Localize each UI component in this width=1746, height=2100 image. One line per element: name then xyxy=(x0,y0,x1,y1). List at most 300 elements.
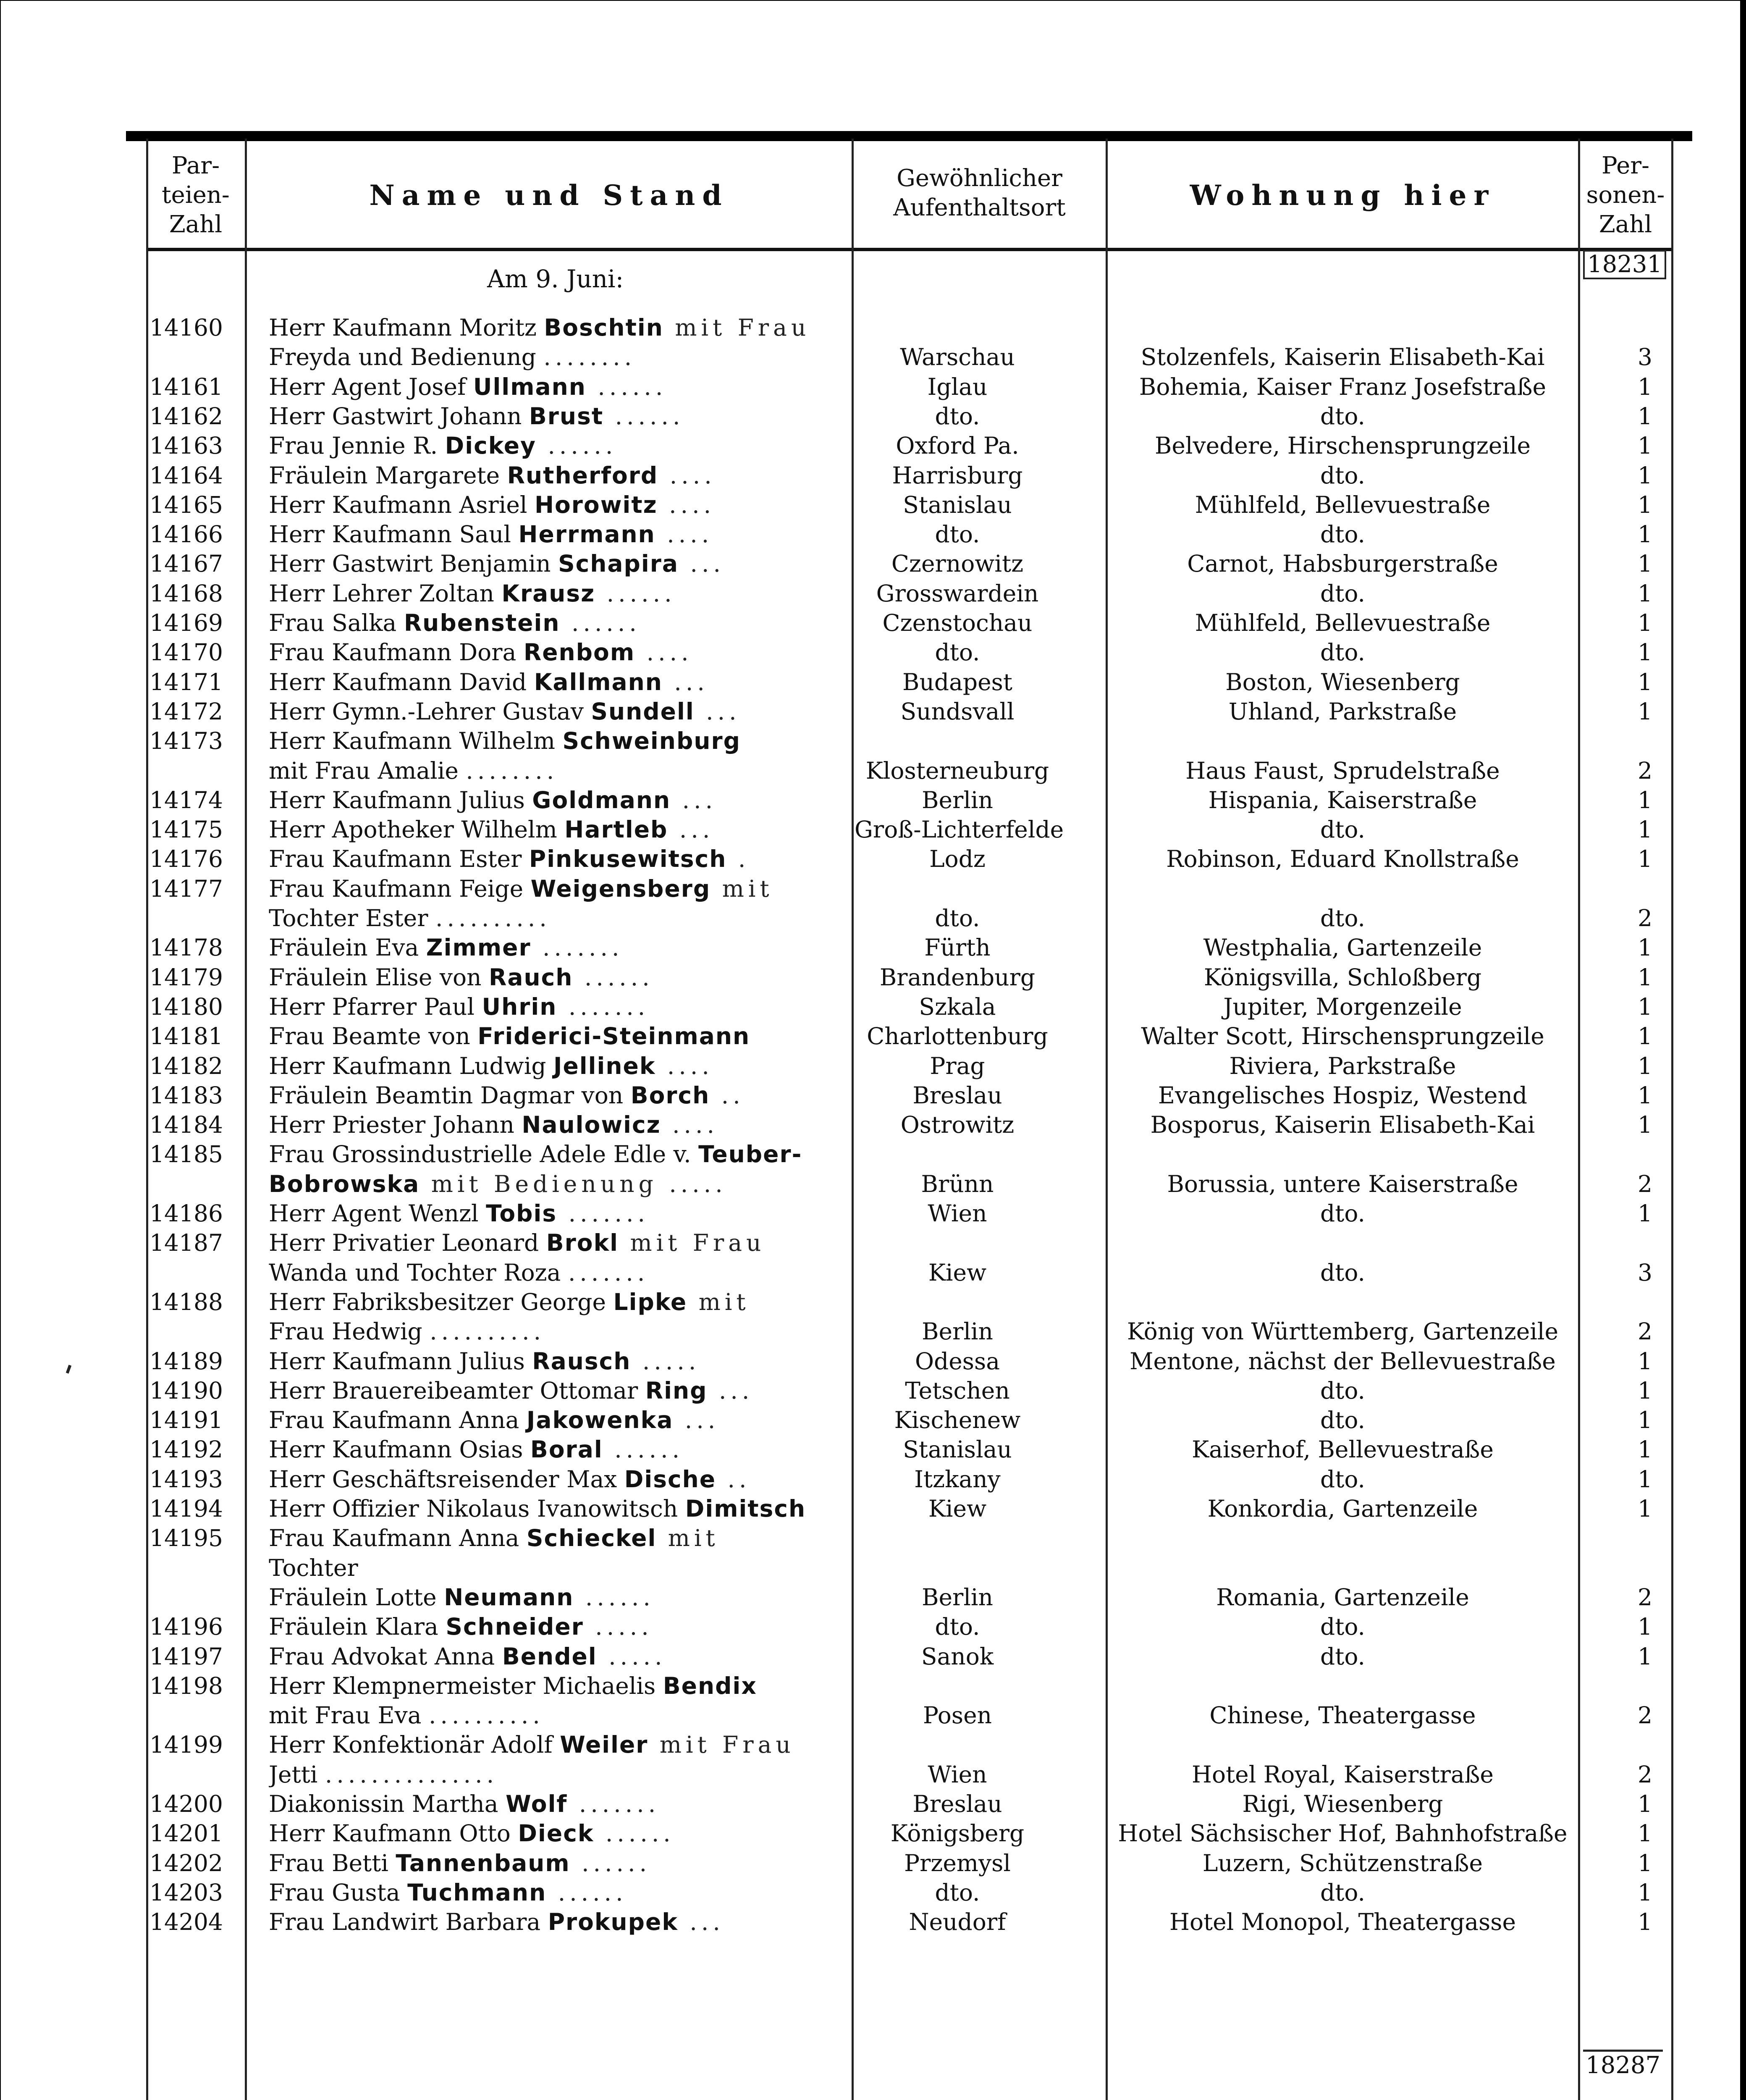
usual-residence: Klosterneuburg xyxy=(865,757,1049,784)
usual-residence: Wien xyxy=(928,1761,987,1788)
name-prefix: Herr Priester Johann xyxy=(269,1111,522,1139)
guest-name-and-status xyxy=(269,726,972,756)
name-prefix: Herr Gastwirt Johann xyxy=(269,402,529,430)
name-suffix: ... xyxy=(662,668,709,696)
person-count: 1 xyxy=(1638,1052,1652,1079)
table-row xyxy=(147,933,1667,962)
party-number: 14170 xyxy=(149,639,223,666)
person-count: 1 xyxy=(1638,963,1652,991)
table-row xyxy=(147,1848,1667,1878)
local-lodging: dto. xyxy=(1320,1259,1365,1286)
local-lodging: dto. xyxy=(1320,816,1365,843)
name-suffix: ...... xyxy=(574,1583,655,1611)
party-number: 14163 xyxy=(149,432,223,459)
name-suffix: ...... xyxy=(586,373,667,400)
local-lodging: Belvedere, Hirschensprungzeile xyxy=(1154,432,1531,459)
person-count: 1 xyxy=(1638,1495,1652,1522)
party-number: 14191 xyxy=(149,1407,223,1434)
local-lodging: dto. xyxy=(1320,1643,1365,1670)
name-suffix: ....... xyxy=(557,993,650,1020)
name-prefix: Herr Offizier Nikolaus Ivanowitsch xyxy=(269,1495,685,1522)
person-count: 2 xyxy=(1638,1583,1652,1611)
usual-residence: Stanislau xyxy=(903,1436,1012,1463)
surname: Jakowenka xyxy=(526,1407,674,1434)
party-number: 14190 xyxy=(149,1377,223,1404)
local-lodging: dto. xyxy=(1320,580,1365,607)
person-count: 1 xyxy=(1638,432,1652,459)
page-edge-shadow xyxy=(1740,0,1746,2100)
name-prefix: Herr Kaufmann Osias xyxy=(269,1436,530,1463)
name-suffix: .. xyxy=(710,1082,745,1109)
final-total: 18287 xyxy=(1583,2050,1663,2079)
usual-residence: Czenstochau xyxy=(882,609,1033,636)
party-number: 14184 xyxy=(149,1111,223,1139)
local-lodging: Boston, Wiesenberg xyxy=(1225,668,1460,696)
usual-residence: dto. xyxy=(935,1879,980,1906)
name-prefix: Frau Grossindustrielle Adele Edle v. xyxy=(269,1141,699,1168)
person-count: 1 xyxy=(1638,1200,1652,1227)
header-rule xyxy=(146,248,1672,251)
header-origin xyxy=(855,164,1104,223)
name-prefix: Herr Brauereibeamter Ottomar xyxy=(269,1377,645,1404)
person-count: 1 xyxy=(1638,816,1652,843)
guest-name-and-status xyxy=(269,1523,972,1553)
table-row xyxy=(147,1228,1667,1257)
name-prefix: Fräulein Lotte xyxy=(269,1583,444,1611)
usual-residence: Grosswardein xyxy=(876,580,1039,607)
usual-residence: Tetschen xyxy=(905,1377,1010,1404)
name-prefix: Frau Jennie R. xyxy=(269,432,445,459)
surname: Bobrowska xyxy=(269,1170,420,1197)
name-prefix: Frau Salka xyxy=(269,609,404,636)
name-prefix: Frau Advokat Anna xyxy=(269,1643,502,1670)
usual-residence: Brünn xyxy=(921,1170,994,1197)
name-prefix: Herr Agent Wenzl xyxy=(269,1200,486,1227)
name-prefix: Diakonissin Martha xyxy=(269,1790,506,1817)
name-suffix: ....... xyxy=(557,1200,649,1227)
table-row xyxy=(147,1671,1667,1701)
surname: Wolf xyxy=(506,1790,568,1817)
local-lodging: Kaiserhof, Bellevuestraße xyxy=(1192,1436,1494,1463)
local-lodging: König von Württemberg, Gartenzeile xyxy=(1127,1318,1558,1345)
party-number: 14200 xyxy=(149,1790,223,1817)
local-lodging: Chinese, Theatergasse xyxy=(1209,1702,1476,1729)
surname: Jellinek xyxy=(553,1052,656,1079)
party-number: 14172 xyxy=(149,698,223,725)
name-suffix: mit Frau xyxy=(648,1731,795,1759)
person-count: 1 xyxy=(1638,373,1652,400)
usual-residence: Berlin xyxy=(922,1583,993,1611)
name-suffix: mit Frau xyxy=(619,1229,766,1257)
name-suffix: .... xyxy=(658,462,716,489)
name-suffix: ..... xyxy=(583,1613,653,1641)
header-residence: Wohnung hier xyxy=(1190,179,1496,212)
local-lodging: Evangelisches Hospiz, Westend xyxy=(1158,1082,1528,1109)
name-prefix: Frau Kaufmann Anna xyxy=(269,1407,527,1434)
name-prefix: Frau Kaufmann Ester xyxy=(269,845,529,873)
person-count: 1 xyxy=(1638,521,1652,548)
carried-total: 18231 xyxy=(1583,250,1666,279)
local-lodging: Rigi, Wiesenberg xyxy=(1242,1790,1443,1817)
party-number: 14176 xyxy=(149,845,223,873)
party-number: 14203 xyxy=(149,1879,223,1906)
local-lodging: Mühlfeld, Bellevuestraße xyxy=(1195,491,1491,518)
surname: Sundell xyxy=(591,698,695,725)
person-count: 1 xyxy=(1638,1436,1652,1463)
surname: Bendix xyxy=(663,1672,757,1699)
usual-residence: dto. xyxy=(935,905,980,932)
surname: Dimitsch xyxy=(685,1495,806,1522)
local-lodging: Haus Faust, Sprudelstraße xyxy=(1185,757,1500,784)
surname: Tannenbaum xyxy=(396,1849,570,1877)
name-prefix: Herr Klempnermeister Michaelis xyxy=(269,1672,663,1699)
header-origin-line-2: Aufenthaltsort xyxy=(893,194,1066,221)
guest-name-and-status xyxy=(269,1730,972,1759)
surname: Rubenstein xyxy=(404,609,560,636)
header-partei-line-3: Zahl xyxy=(169,211,223,238)
party-number: 14161 xyxy=(149,373,223,400)
party-number: 14164 xyxy=(149,462,223,489)
name-prefix: Tochter xyxy=(269,1554,358,1581)
surname: Weiler xyxy=(560,1731,648,1759)
guest-name-and-status xyxy=(269,1287,972,1317)
name-prefix: Frau Betti xyxy=(269,1849,396,1877)
guest-name-and-status xyxy=(269,1553,972,1583)
person-count: 3 xyxy=(1638,344,1652,371)
surname: Ring xyxy=(645,1377,708,1404)
usual-residence: Kiew xyxy=(928,1495,987,1522)
person-count: 1 xyxy=(1638,1849,1652,1877)
party-number: 14186 xyxy=(149,1200,223,1227)
usual-residence: Sundsvall xyxy=(900,698,1015,725)
name-suffix: ...... xyxy=(594,1820,675,1847)
name-suffix: ........ xyxy=(543,344,636,371)
local-lodging: Hotel Sächsischer Hof, Bahnhofstraße xyxy=(1118,1820,1568,1847)
table-row xyxy=(147,903,1667,933)
name-suffix: ...... xyxy=(570,1849,651,1877)
table-row xyxy=(147,1523,1667,1553)
name-suffix: . xyxy=(726,845,750,873)
name-suffix: .. xyxy=(716,1465,751,1493)
name-suffix: .... xyxy=(635,639,693,666)
table-row xyxy=(147,1051,1667,1081)
name-prefix: Frau Kaufmann Anna xyxy=(269,1525,527,1552)
usual-residence: Posen xyxy=(923,1702,992,1729)
person-count: 2 xyxy=(1638,1702,1652,1729)
name-prefix: mit Frau Eva xyxy=(269,1702,429,1729)
person-count: 1 xyxy=(1638,1820,1652,1847)
name-prefix: Herr Kaufmann Julius xyxy=(269,786,532,814)
header-persons-line-3: Zahl xyxy=(1599,211,1652,238)
table-row xyxy=(147,1730,1667,1759)
party-number: 14189 xyxy=(149,1347,223,1375)
person-count: 2 xyxy=(1638,905,1652,932)
party-number: 14188 xyxy=(149,1288,223,1315)
party-number: 14194 xyxy=(149,1495,223,1522)
table-row xyxy=(147,461,1667,490)
column-line xyxy=(1671,139,1673,2100)
local-lodging: Hotel Royal, Kaiserstraße xyxy=(1192,1761,1494,1788)
party-number: 14202 xyxy=(149,1849,223,1877)
name-suffix: ...... xyxy=(603,402,684,430)
party-number: 14169 xyxy=(149,609,223,636)
name-prefix: Frau Gusta xyxy=(269,1879,408,1906)
usual-residence: Wien xyxy=(928,1200,987,1227)
table-row xyxy=(147,785,1667,815)
name-prefix: Herr Fabriksbesitzer George xyxy=(269,1288,613,1315)
table-row xyxy=(147,608,1667,638)
usual-residence: Breslau xyxy=(912,1082,1002,1109)
name-suffix: ... xyxy=(679,550,725,578)
name-suffix: mit xyxy=(656,1525,719,1552)
person-count: 1 xyxy=(1638,491,1652,518)
table-row xyxy=(147,1169,1667,1199)
name-prefix: Herr Privatier Leonard xyxy=(269,1229,546,1257)
surname: Borch xyxy=(630,1082,710,1109)
surname: Kallmann xyxy=(534,668,663,696)
person-count: 1 xyxy=(1638,1613,1652,1641)
table-row xyxy=(147,1819,1667,1848)
usual-residence: dto. xyxy=(935,521,980,548)
name-suffix: ..... xyxy=(597,1643,666,1670)
guest-name-and-status xyxy=(269,1671,972,1701)
name-suffix: ...... xyxy=(603,1436,684,1463)
surname: Rauch xyxy=(488,963,573,991)
local-lodging: Hispania, Kaiserstraße xyxy=(1208,786,1477,814)
local-lodging: Uhland, Parkstraße xyxy=(1228,698,1457,725)
table-row xyxy=(147,1789,1667,1819)
local-lodging: Riviera, Parkstraße xyxy=(1229,1052,1456,1079)
party-number: 14195 xyxy=(149,1525,223,1552)
local-lodging: Jupiter, Morgenzeile xyxy=(1223,993,1462,1020)
table-row xyxy=(147,1021,1667,1051)
person-count: 1 xyxy=(1638,580,1652,607)
table-row xyxy=(147,1583,1667,1612)
name-prefix: Herr Kaufmann Moritz xyxy=(269,314,544,341)
surname: Weigensberg xyxy=(530,875,711,902)
local-lodging: dto. xyxy=(1320,639,1365,666)
header-name: Name und Stand xyxy=(369,179,729,212)
party-number: 14197 xyxy=(149,1643,223,1670)
party-number: 14185 xyxy=(149,1141,223,1168)
usual-residence: dto. xyxy=(935,402,980,430)
person-count: 1 xyxy=(1638,1082,1652,1109)
table-row xyxy=(147,1612,1667,1641)
party-number: 14199 xyxy=(149,1731,223,1759)
person-count: 1 xyxy=(1638,1377,1652,1404)
table-row xyxy=(147,726,1667,756)
surname: Pinkusewitsch xyxy=(529,845,727,873)
usual-residence: Kiew xyxy=(928,1259,987,1286)
usual-residence: dto. xyxy=(935,639,980,666)
header-partei-line-1: Par- xyxy=(171,152,220,179)
table-row xyxy=(147,579,1667,608)
party-number: 14198 xyxy=(149,1672,223,1699)
party-number: 14183 xyxy=(149,1082,223,1109)
table-row xyxy=(147,1553,1667,1583)
usual-residence: Fürth xyxy=(924,934,991,961)
person-count: 1 xyxy=(1638,1879,1652,1906)
table-row xyxy=(147,1405,1667,1435)
local-lodging: Carnot, Habsburgerstraße xyxy=(1187,550,1498,578)
surname: Dickey xyxy=(445,432,536,459)
name-suffix: mit xyxy=(687,1288,750,1315)
name-suffix: ...... xyxy=(573,963,654,991)
party-number: 14179 xyxy=(149,963,223,991)
table-row xyxy=(147,1258,1667,1287)
table-row xyxy=(147,1110,1667,1139)
name-prefix: Frau Hedwig xyxy=(269,1318,430,1345)
usual-residence: Breslau xyxy=(912,1790,1002,1817)
header-persons-line-1: Per- xyxy=(1602,152,1649,179)
name-prefix: Herr Kaufmann Asriel xyxy=(269,491,535,518)
name-prefix: Frau Landwirt Barbara xyxy=(269,1908,548,1936)
usual-residence: Berlin xyxy=(922,786,993,814)
surname: Dische xyxy=(624,1465,716,1493)
surname: Boral xyxy=(530,1436,603,1463)
header-partei-count xyxy=(148,151,244,239)
name-prefix: Fräulein Elise von xyxy=(269,963,489,991)
name-suffix: ..... xyxy=(631,1347,700,1375)
surname: Tuchmann xyxy=(407,1879,547,1906)
name-prefix: mit Frau Amalie xyxy=(269,757,466,784)
table-row xyxy=(147,756,1667,785)
person-count: 1 xyxy=(1638,1111,1652,1139)
local-lodging: Mentone, nächst der Bellevuestraße xyxy=(1130,1347,1556,1375)
usual-residence: Warschau xyxy=(900,344,1015,371)
surname: Neumann xyxy=(444,1583,574,1611)
usual-residence: Groß-Lichterfelde xyxy=(855,816,1064,843)
name-prefix: Herr Gastwirt Benjamin xyxy=(269,550,558,578)
surname: Hartleb xyxy=(564,816,668,843)
person-count: 1 xyxy=(1638,609,1652,636)
header-person-count xyxy=(1581,151,1670,239)
person-count: 1 xyxy=(1638,845,1652,873)
surname: Tobis xyxy=(486,1200,557,1227)
surname: Friderici-Steinmann xyxy=(477,1023,750,1050)
party-number: 14168 xyxy=(149,580,223,607)
name-prefix: Frau Beamte von xyxy=(269,1023,478,1050)
party-number: 14175 xyxy=(149,816,223,843)
name-suffix: .... xyxy=(655,521,713,548)
table-row xyxy=(147,992,1667,1021)
surname: Dieck xyxy=(518,1820,594,1847)
party-number: 14180 xyxy=(149,993,223,1020)
usual-residence: Oxford Pa. xyxy=(896,432,1019,459)
person-count: 1 xyxy=(1638,550,1652,578)
table-row xyxy=(147,815,1667,844)
name-suffix: ... xyxy=(678,1908,724,1936)
table-row xyxy=(147,372,1667,402)
surname: Naulowicz xyxy=(522,1111,661,1139)
header-origin-line-1: Gewöhnlicher xyxy=(897,165,1062,192)
party-number: 14187 xyxy=(149,1229,223,1257)
table-row xyxy=(147,402,1667,431)
local-lodging: Robinson, Eduard Knollstraße xyxy=(1166,845,1519,873)
usual-residence: Berlin xyxy=(922,1318,993,1345)
name-suffix: ... xyxy=(694,698,741,725)
person-count: 1 xyxy=(1638,639,1652,666)
guest-name-and-status xyxy=(269,874,972,903)
table-row xyxy=(147,1465,1667,1494)
person-count: 1 xyxy=(1638,1407,1652,1434)
person-count: 1 xyxy=(1638,1023,1652,1050)
local-lodging: Königsvilla, Schloßberg xyxy=(1203,963,1482,991)
party-number: 14193 xyxy=(149,1465,223,1493)
party-number: 14181 xyxy=(149,1023,223,1050)
name-suffix: ... xyxy=(668,816,714,843)
person-count: 2 xyxy=(1638,1761,1652,1788)
surname: Horowitz xyxy=(534,491,658,518)
name-prefix: Herr Pfarrer Paul xyxy=(269,993,482,1020)
table-row xyxy=(147,549,1667,578)
name-prefix: Herr Konfektionär Adolf xyxy=(269,1731,560,1759)
surname: Uhrin xyxy=(482,993,557,1020)
name-prefix: Herr Kaufmann Saul xyxy=(269,521,519,548)
usual-residence: Königsberg xyxy=(890,1820,1025,1847)
top-rule xyxy=(126,131,1692,141)
name-suffix: mit Frau xyxy=(663,314,810,341)
local-lodging: dto. xyxy=(1320,1465,1365,1493)
name-prefix: Fräulein Klara xyxy=(269,1613,446,1641)
local-lodging: Romania, Gartenzeile xyxy=(1216,1583,1469,1611)
local-lodging: dto. xyxy=(1320,1613,1365,1641)
table-row xyxy=(147,963,1667,992)
name-suffix: ...... xyxy=(560,609,641,636)
surname: Zimmer xyxy=(426,934,531,961)
person-count: 2 xyxy=(1638,1318,1652,1345)
surname: Schneider xyxy=(446,1613,584,1641)
name-suffix: ... xyxy=(673,1407,720,1434)
local-lodging: Borussia, untere Kaiserstraße xyxy=(1167,1170,1518,1197)
local-lodging: dto. xyxy=(1320,1407,1365,1434)
name-suffix: ...... xyxy=(536,432,617,459)
usual-residence: Odessa xyxy=(915,1347,1000,1375)
name-suffix: .... xyxy=(655,1052,713,1079)
header-persons-line-2: sonen- xyxy=(1586,181,1665,209)
surname: Krausz xyxy=(501,580,595,607)
person-count: 1 xyxy=(1638,934,1652,961)
party-number: 14204 xyxy=(149,1908,223,1936)
party-number: 14178 xyxy=(149,934,223,961)
guest-name-and-status xyxy=(269,1139,972,1169)
usual-residence: Lodz xyxy=(929,845,986,873)
table-row xyxy=(147,1139,1667,1169)
local-lodging: Hotel Monopol, Theatergasse xyxy=(1169,1908,1516,1936)
surname: Herrmann xyxy=(518,521,655,548)
local-lodging: dto. xyxy=(1320,1377,1365,1404)
table-row xyxy=(147,1317,1667,1346)
local-lodging: dto. xyxy=(1320,402,1365,430)
name-suffix: .......... xyxy=(430,1318,545,1345)
name-prefix: Frau Kaufmann Dora xyxy=(269,639,524,666)
local-lodging: Konkordia, Gartenzeile xyxy=(1207,1495,1478,1522)
table-row xyxy=(147,844,1667,874)
party-number: 14177 xyxy=(149,875,223,902)
surname: Lipke xyxy=(613,1288,687,1315)
table-row xyxy=(147,1435,1667,1464)
party-number: 14182 xyxy=(149,1052,223,1079)
party-number: 14165 xyxy=(149,491,223,518)
name-prefix: Herr Kaufmann Ludwig xyxy=(269,1052,554,1079)
name-prefix: Herr Geschäftsreisender Max xyxy=(269,1465,624,1493)
name-suffix: ....... xyxy=(531,934,624,961)
name-suffix: ... xyxy=(707,1377,754,1404)
table-row xyxy=(147,1199,1667,1228)
person-count: 1 xyxy=(1638,1790,1652,1817)
usual-residence: Neudorf xyxy=(909,1908,1006,1936)
name-prefix: Herr Kaufmann Otto xyxy=(269,1820,518,1847)
